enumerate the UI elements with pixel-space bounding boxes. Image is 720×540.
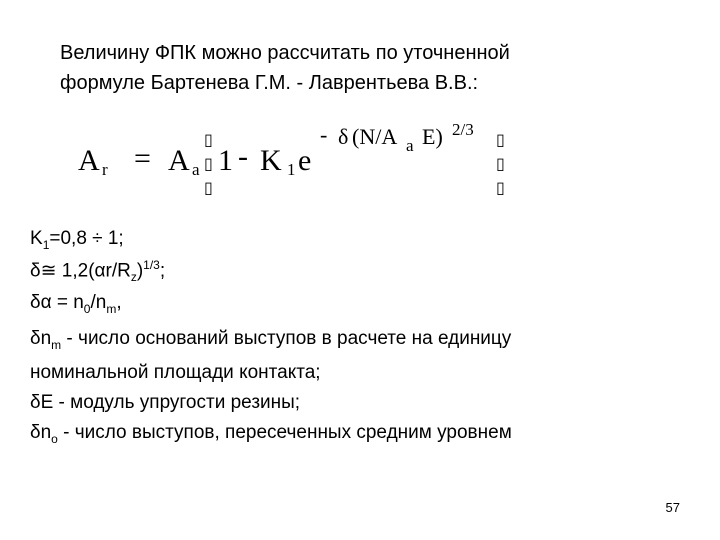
definition-delta: δ≅ $1,2(\alpha r/R_z)^{1/3}$; — [30, 258, 166, 285]
formula-exp-minus: - — [320, 122, 328, 147]
formula-exp-body: (N/A — [352, 124, 398, 149]
formula-bracket-glyph: ▯ — [496, 154, 505, 173]
definition-k1: $K_1=0,8 \div 1$; — [30, 228, 124, 252]
definition-E: δE - модуль упругости резины; — [30, 392, 301, 413]
formula-sub-r: r — [102, 160, 108, 179]
formula-e: e — [298, 144, 312, 177]
intro-text — [60, 38, 660, 98]
page-number: 57 — [665, 500, 680, 515]
formula-sub-a: a — [192, 160, 200, 179]
formula-bracket-glyph: ▯ — [496, 178, 505, 197]
formula-equals: = — [134, 142, 151, 175]
intro-line-1: Величину ФПК можно рассчитать по уточненной — [60, 42, 510, 64]
formula-exp-delta: δ — [338, 124, 349, 149]
formula-bracket-glyph: ▯ — [204, 130, 213, 149]
formula-bracket-glyph: ▯ — [496, 130, 505, 149]
definition-nm: $\delta n_m$ - число оснований выступов в расчете на единицу — [30, 328, 512, 352]
definition-nm-continued: номинальной площади контакта; — [30, 362, 321, 383]
intro-line-2: формуле Бартенева Г.М. - Лаврентьева В.В.: — [60, 72, 479, 94]
formula — [58, 120, 538, 220]
formula-K: K — [260, 144, 282, 177]
formula-exp-sub-a: a — [406, 136, 414, 155]
definition-alpha: $\delta\alpha = n_0/n_m$, — [30, 292, 122, 316]
formula-A-rhs: A — [168, 144, 190, 177]
formula-one: 1 — [218, 144, 233, 177]
formula-bracket-glyph: ▯ — [204, 154, 213, 173]
formula-minus: - — [238, 140, 248, 173]
definition-no: $\delta n_o$ - число выступов, пересеченных средним уровнем — [30, 422, 512, 446]
formula-bracket-glyph: ▯ — [204, 178, 213, 197]
formula-exp-power: 2/3 — [452, 120, 474, 139]
formula-sub-1: 1 — [287, 160, 296, 179]
formula-exp-E: E) — [422, 124, 443, 149]
formula-A-lhs: A — [78, 144, 100, 177]
